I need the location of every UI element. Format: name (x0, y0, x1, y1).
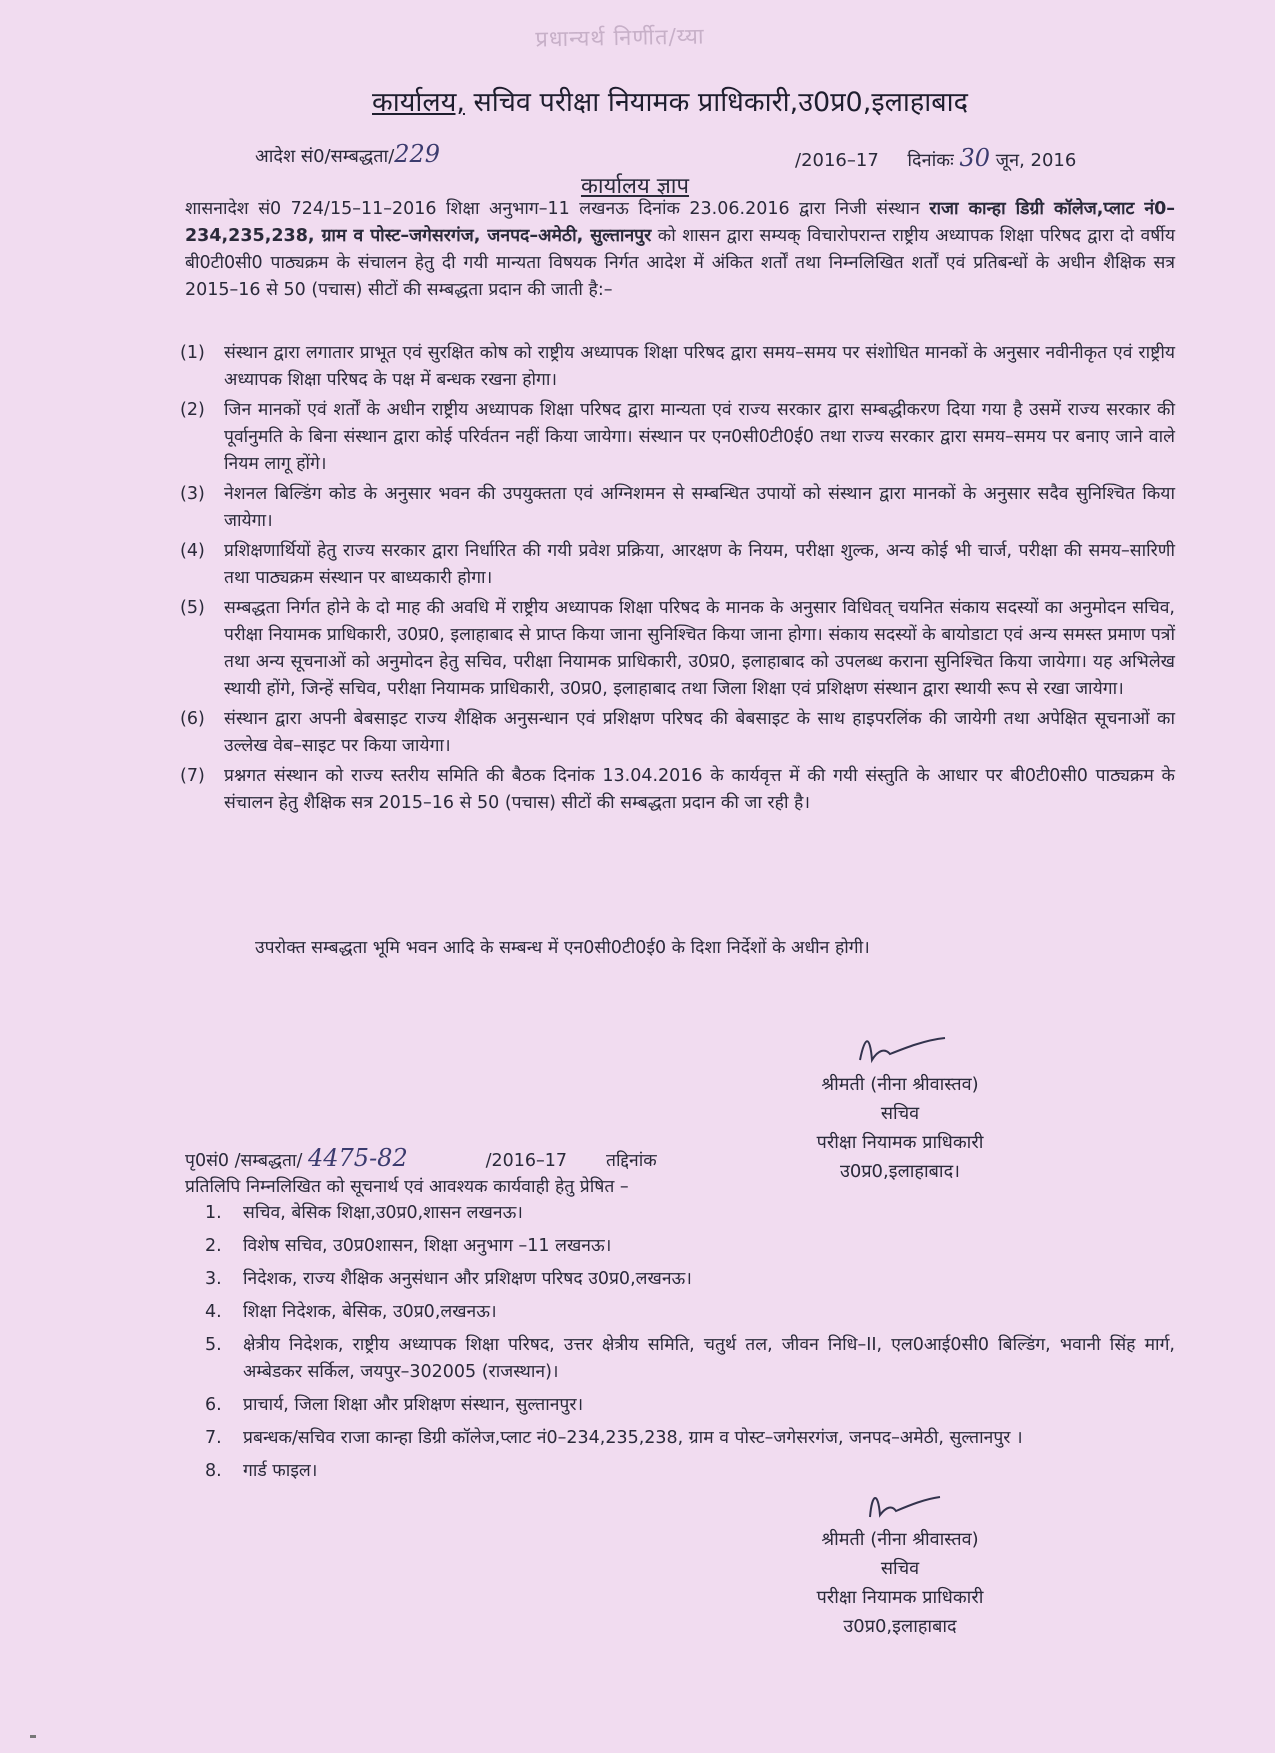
copy-recipients-list (205, 1200, 1175, 1491)
list-item-text: गार्ड फाइल। (243, 1461, 318, 1481)
condition-text: सम्बद्धता निर्गत होने के दो माह की अवधि में राष्ट्रीय अध्यापक शिक्षा परिषद के मानक के अनुसार विधिवत् चयनित संकाय सदस्यों का अनुमोदन सचिव, परीक्षा नियामक प्राधिकारी, उ0प्र0, इलाहाबाद से प्राप्त किया जाना सुनिश्चित किया जाना होगा। संकाय सदस्यों के बायोडाटा एवं अन्य समस्त प्रमाण पत्रों तथा अन्य सूचनाओं को अनुमोदन हेतु सचिव, परीक्षा नियामक प्राधिकारी, उ0प्र0, इलाहाबाद को उपलब्ध कराना सुनिश्चित किया जायेगा। यह अभिलेख स्थायी होंगे, जिन्हें सचिव, परीक्षा नियामक प्राधिकारी, उ0प्र0, इलाहाबाद तथा जिला शिक्षा एवं प्रशिक्षण संस्थान द्वारा स्थायी रूप से रखा जायेगा। (224, 598, 1175, 699)
office-title (330, 82, 1010, 119)
signatory-place: उ0प्र0,इलाहाबाद। (840, 1161, 960, 1182)
list-item-text: विशेष सचिव, उ0प्र0शासन, शिक्षा अनुभाग –11 लखनऊ। (243, 1236, 612, 1256)
intro-paragraph (185, 196, 1175, 304)
intro-institution: राजा कान्हा डिग्री कॉलेज,प्लाट नं0–234,235,238, ग्राम व पोस्ट–जगेसरगंज, जनपद–अमेठी, सुल्तानपुर (185, 199, 1176, 246)
list-item (205, 1233, 1175, 1260)
list-item-number: 1. (205, 1203, 222, 1223)
order-year: /2016–17 (795, 150, 879, 171)
condition-text: प्रश्नगत संस्थान को राज्य स्तरीय समिति की बैठक दिनांक 13.04.2016 के कार्यवृत्त में की गयी संस्तुति के आधार पर बी0टी0सी0 पाठ्यक्रम के संचालन हेतु शैक्षिक सत्र 2015–16 से 50 (पचास) सीटों की सम्बद्धता प्रदान की जा रही है। (224, 766, 1175, 813)
list-item-text: प्रबन्धक/सचिव राजा कान्हा डिग्री कॉलेज,प्लाट नं0–234,235,238, ग्राम व पोस्ट–जगेसरगंज, जनपद–अमेठी, सुल्तानपुर । (243, 1428, 1023, 1448)
office-title-rest: सचिव परीक्षा नियामक प्राधिकारी,उ0प्र0,इलाहाबाद (464, 87, 968, 118)
list-item (205, 1392, 1175, 1419)
list-item-number: 6. (205, 1395, 222, 1415)
conditions-list (180, 340, 1175, 820)
condition-item (180, 481, 1175, 535)
order-number: 229 (394, 140, 441, 168)
list-item-text: प्राचार्य, जिला शिक्षा और प्रशिक्षण संस्थान, सुल्तानपुर। (243, 1395, 584, 1415)
signatory-office: परीक्षा नियामक प्राधिकारी (816, 1587, 984, 1608)
condition-number: (7) (180, 766, 205, 786)
copy-ref-number: 4475-82 (307, 1144, 408, 1172)
condition-number: (3) (180, 484, 205, 504)
condition-text: संस्थान द्वारा लगातार प्राभूत एवं सुरक्षित कोष को राष्ट्रीय अध्यापक शिक्षा परिषद द्वारा समय–समय पर संशोधित मानकों के अनुसार नवीनीकृत एवं राष्ट्रीय अध्यापक शिक्षा परिषद के पक्ष में बन्धक रखना होगा। (224, 343, 1175, 390)
condition-number: (4) (180, 541, 205, 561)
copy-ref-date: तद्दिनांक (606, 1151, 657, 1171)
list-item-text: क्षेत्रीय निदेशक, राष्ट्रीय अध्यापक शिक्षा परिषद, उत्तर क्षेत्रीय समिति, चतुर्थ तल, जीवन निधि–II, एल0आई0सी0 बिल्डिंग, भवानी सिंह मार्ग, अम्बेडकर सर्किल, जयपुर–302005 (राजस्थान)। (243, 1335, 1175, 1382)
condition-number: (2) (180, 400, 205, 420)
condition-number: (1) (180, 343, 205, 363)
list-item (205, 1332, 1175, 1386)
list-item (205, 1200, 1175, 1227)
copy-header (185, 1145, 1165, 1200)
list-item (205, 1425, 1175, 1452)
memo-title: कार्यालय ज्ञाप (580, 174, 690, 199)
condition-number: (5) (180, 598, 205, 618)
signatory-title: सचिव (880, 1103, 920, 1124)
condition-number: (6) (180, 709, 205, 729)
condition-item (180, 595, 1175, 703)
condition-item (180, 706, 1175, 760)
condition-item (180, 763, 1175, 817)
copy-ref-prefix: पृ0सं0 /सम्बद्धता/ (185, 1151, 303, 1171)
list-item-number: 7. (205, 1428, 222, 1448)
office-title-underlined: कार्यालय, (372, 87, 465, 118)
order-date-group (795, 144, 1076, 172)
copy-reference-line (185, 1145, 1165, 1174)
signatory-title: सचिव (880, 1558, 920, 1579)
handwritten-top-note: प्रधान्यर्थ निर्णीत/य्या (535, 24, 705, 53)
condition-text: प्रशिक्षणार्थियों हेतु राज्य सरकार द्वारा निर्धारित की गयी प्रवेश प्रक्रिया, आरक्षण के नियम, परीक्षा शुल्क, अन्य कोई भी चार्ज, परीक्षा की समय–सारिणी तथा पाठ्यक्रम संस्थान पर बाध्यकारी होगा। (224, 541, 1175, 588)
scan-edge-mark (30, 1735, 36, 1738)
copy-ref-year: /2016–17 (485, 1151, 568, 1171)
condition-item (180, 340, 1175, 394)
list-item-number: 8. (205, 1461, 222, 1481)
intro-part2: को शासन द्वारा सम्यक् विचारोपरान्त राष्ट्रीय अध्यापक शिक्षा परिषद द्वारा दो वर्षीय बी0टी0सी0 पाठ्यक्रम के संचालन हेतु दी गयी मान्यता विषयक निर्गत आदेश में अंकित शर्तों तथा निम्नलिखित शर्तों एवं प्रतिबन्धों के अधीन शैक्षिक सत्र 2015–16 से 50 (पचास) सीटों की सम्बद्धता प्रदान की जाती है:– (185, 226, 1175, 300)
copy-heading: प्रतिलिपि निम्नलिखित को सूचनार्थ एवं आवश्यक कार्यवाही हेतु प्रेषित – (185, 1177, 629, 1197)
list-item-number: 3. (205, 1269, 222, 1289)
list-item-number: 4. (205, 1302, 222, 1322)
list-item (205, 1299, 1175, 1326)
list-item (205, 1458, 1175, 1485)
closing-statement: उपरोक्त सम्बद्धता भूमि भवन आदि के सम्बन्ध में एन0सी0टी0ई0 के दिशा निर्देशों के अधीन होगी। (255, 938, 870, 958)
list-item-text: सचिव, बेसिक शिक्षा,उ0प्र0,शासन लखनऊ। (243, 1203, 523, 1223)
list-item-text: निदेशक, राज्य शैक्षिक अनुसंधान और प्रशिक्षण परिषद उ0प्र0,लखनऊ। (243, 1269, 692, 1289)
list-item-number: 2. (205, 1236, 222, 1256)
condition-text: संस्थान द्वारा अपनी बेबसाइट राज्य शैक्षिक अनुसन्धान एवं प्रशिक्षण परिषद की बेबसाइट के साथ हाइपरलिंक की जायेगी तथा अपेक्षित सूचनाओं का उल्लेख वेब–साइट पर किया जायेगा। (224, 709, 1175, 756)
signature-icon (700, 1030, 1100, 1070)
signature-block-2 (700, 1485, 1100, 1641)
signatory-name: श्रीमती (नीना श्रीवास्तव) (821, 1529, 979, 1550)
signatory-place: उ0प्र0,इलाहाबाद (843, 1616, 957, 1637)
intro-part1: शासनादेश सं0 724/15–11–2016 शिक्षा अनुभाग–11 लखनऊ दिनांक 23.06.2016 द्वारा निजी संस्थान (185, 199, 930, 219)
order-prefix: आदेश सं0/सम्बद्धता/ (255, 146, 395, 167)
signature-icon (700, 1485, 1100, 1525)
order-line (255, 140, 1135, 172)
condition-item (180, 538, 1175, 592)
condition-item (180, 397, 1175, 478)
order-date-rest: जून, 2016 (990, 150, 1077, 171)
condition-text: जिन मानकों एवं शर्तों के अधीन राष्ट्रीय अध्यापक शिक्षा परिषद द्वारा मान्यता एवं राज्य सरकार द्वारा सम्बद्धीकरण दिया गया है उसमें राज्य सरकार की पूर्वानुमति के बिना संस्थान द्वारा कोई परिर्वतन नहीं किया जायेगा। संस्थान पर एन0सी0टी0ई0 तथा राज्य सरकार द्वारा समय–समय पर बनाए जाने वाले नियम लागू होंगे। (224, 400, 1175, 474)
list-item (205, 1266, 1175, 1293)
signatory-name: श्रीमती (नीना श्रीवास्तव) (821, 1074, 979, 1095)
signatory-office: परीक्षा नियामक प्राधिकारी (816, 1132, 984, 1153)
condition-text: नेशनल बिल्डिंग कोड के अनुसार भवन की उपयुक्तता एवं अग्निशमन से सम्बन्धित उपायों को संस्थान द्वारा मानकों के अनुसार सदैव सुनिश्चित किया जायेगा। (224, 484, 1175, 531)
order-date-label: दिनांकः (907, 150, 954, 171)
list-item-number: 5. (205, 1335, 222, 1355)
list-item-text: शिक्षा निदेशक, बेसिक, उ0प्र0,लखनऊ। (243, 1302, 497, 1322)
order-date-day: 30 (959, 144, 991, 172)
